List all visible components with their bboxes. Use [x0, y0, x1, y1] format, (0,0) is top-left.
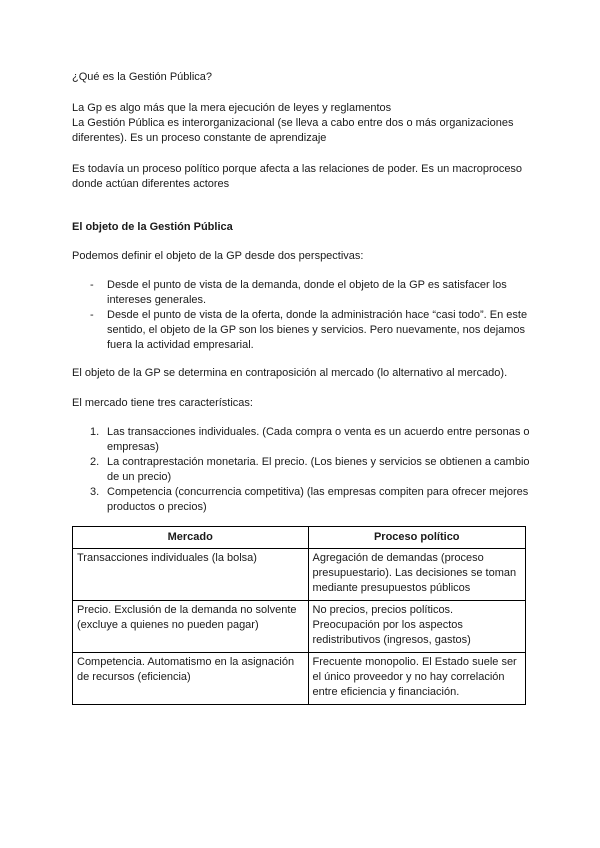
market-characteristics-list — [90, 425, 530, 515]
list-number: 2. — [90, 456, 100, 468]
table-header-market: Mercado — [73, 527, 309, 549]
table-row — [73, 549, 526, 601]
table-row — [73, 653, 526, 705]
list-number: 3. — [90, 486, 100, 498]
list-item-text: La contraprestación monetaria. El precio. (Los bienes y servicios se obtienen a cambio de un precio) — [107, 456, 530, 483]
table-header-political-process: Proceso político — [308, 527, 526, 549]
table-cell: Transacciones individuales (la bolsa) — [73, 549, 309, 601]
table-cell: No precios, precios políticos. Preocupación por los aspectos redistributivos (ingresos, gastos) — [308, 601, 526, 653]
intro-line-2: La Gestión Pública es interorganizacional (se lleva a cabo entre dos o más organizaciones diferentes). Es un proceso constante de aprendizaje — [72, 117, 514, 144]
perspectives-list — [90, 278, 530, 353]
list-item: - Desde el punto de vista de la demanda, donde el objeto de la GP es satisfacer los intereses generales. — [90, 278, 530, 308]
table-cell: Frecuente monopolio. El Estado suele ser el único proveedor y no hay correlación entre eficiencia y financiación. — [308, 653, 526, 705]
intro-line-3: Es todavía un proceso político porque afecta a las relaciones de poder. Es un macroproceso donde actúan diferentes actores — [72, 163, 523, 190]
table-cell: Precio. Exclusión de la demanda no solvente (excluye a quienes no pueden pagar) — [73, 601, 309, 653]
intro-question: ¿Qué es la Gestión Pública? — [72, 71, 213, 83]
list-item-text: Las transacciones individuales. (Cada compra o venta es un acuerdo entre personas o empresas) — [107, 426, 530, 453]
section-lead: Podemos definir el objeto de la GP desde dos perspectivas: — [72, 250, 364, 262]
list-item — [90, 425, 530, 455]
list-item: - Desde el punto de vista de la oferta, donde la administración hace “casi todo”. En este sentido, el objeto de la GP son los bienes y servicios. Pero nuevamente, nos dejamos fuera la actividad empresarial. — [90, 308, 530, 353]
list-item-text: Competencia (concurrencia competitiva) (las empresas compiten para ofrecer mejores productos o precios) — [107, 486, 529, 513]
section-heading: El objeto de la Gestión Pública — [72, 221, 233, 233]
table-cell: Agregación de demandas (proceso presupuestario). Las decisiones se toman mediante presupuestos públicos — [308, 549, 526, 601]
table-cell: Competencia. Automatismo en la asignación de recursos (eficiencia) — [73, 653, 309, 705]
table-row — [73, 601, 526, 653]
list-number: 1. — [90, 426, 100, 438]
market-intro: El mercado tiene tres características: — [72, 397, 253, 409]
list-item — [90, 455, 530, 485]
list-item — [90, 485, 530, 515]
table-header-row — [73, 527, 526, 549]
contrast-paragraph: El objeto de la GP se determina en contraposición al mercado (lo alternativo al mercado). — [72, 367, 508, 379]
intro-line-1: La Gp es algo más que la mera ejecución de leyes y reglamentos — [72, 102, 392, 114]
comparison-table — [72, 526, 526, 705]
